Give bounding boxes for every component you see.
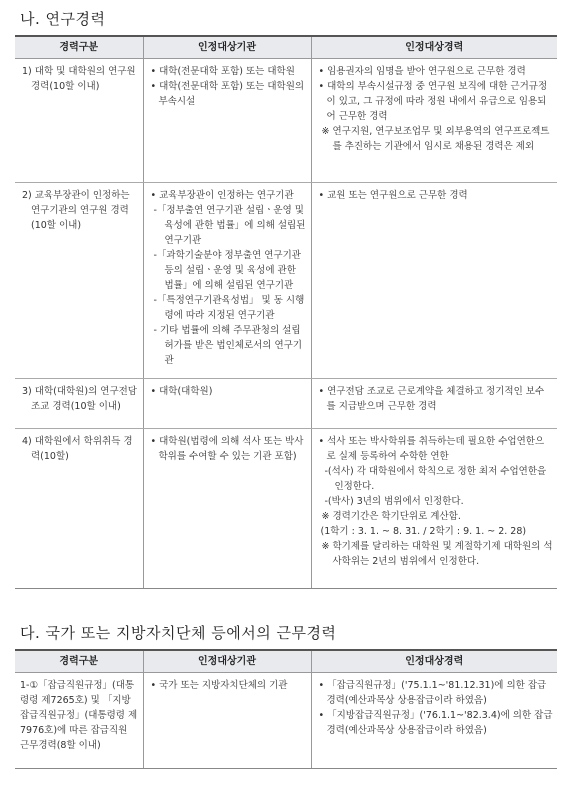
section-title-research: 나. 연구경력 [20, 10, 106, 28]
career-item: • 교원 또는 연구원으로 근무한 경력 [317, 188, 554, 203]
row-category: 3) 대학(대학원)의 연구전담 조교 경력(10할 이내) [22, 386, 137, 412]
header-career: 인정대상경력 [311, 36, 557, 59]
table-header-row [15, 36, 557, 59]
career-note: ※ 연구지원, 연구보조업무 및 외부용역의 연구프로젝트를 추진하는 기관에서 임시로 채용된 경력은 제외 [321, 126, 550, 152]
header-category: 경력구분 [15, 36, 143, 59]
institution-subitem: -「정부출연 연구기관 설립ㆍ운영 및 육성에 관한 법률」에 의해 설립된 연구기관 [153, 205, 306, 246]
institution-item: • 대학(대학원) [149, 384, 307, 399]
career-subitem: -(박사) 3년의 범위에서 인정한다. [324, 496, 464, 507]
table-row [15, 429, 557, 589]
row-category: 2) 교육부장관이 인정하는 연구기관의 연구원 경력(10할 이내) [22, 190, 130, 231]
institution-item: • 국가 또는 지방자치단체의 기관 [149, 678, 307, 693]
career-note: ※ 학기제를 달리하는 대학원 및 계절학기제 대학원의 석사학위는 2년의 범위에서 인정한다. [321, 541, 553, 567]
career-item: • 대학의 부속시설규정 중 연구원 보직에 대한 근거규정이 있고, 그 규정에 따라 정원 내에서 유급으로 임용되어 근무한 경력 [317, 79, 554, 124]
header-category: 경력구분 [15, 650, 143, 673]
row-category: 4) 대학원에서 학위취득 경력(10할) [22, 436, 133, 462]
row-category: 1) 대학 및 대학원의 연구원 경력(10할 이내) [22, 66, 136, 92]
table-header-row [15, 650, 557, 673]
career-note: ※ 경력기간은 학기단위로 계산함. [321, 511, 461, 522]
table-row [15, 183, 557, 379]
table-row [15, 379, 557, 429]
institution-subitem: -「과학기술분야 정부출연 연구기관 등의 설립ㆍ운영 및 육성에 관한 법률」에 의해 설립된 연구기관 [153, 250, 301, 291]
institution-item: • 대학(전문대학 포함) 또는 대학원 [149, 64, 307, 79]
header-career: 인정대상경력 [311, 650, 557, 673]
institution-subitem: -「특정연구기관육성법」 및 동 시행령에 따라 지정된 연구기관 [153, 295, 305, 321]
government-career-table [15, 649, 557, 769]
career-item: • 「잡급직원규정」('75.1.1~'81.12.31)에 의한 잡급경력(예산과목상 상용잡급이라 하였음) [317, 678, 554, 708]
table-row [15, 59, 557, 183]
table-row [15, 673, 557, 769]
institution-item: • 대학(전문대학 포함) 또는 대학원의 부속시설 [149, 79, 307, 109]
row-category: 1-①「잡급직원규정」(대통령령 제7265호) 및 「지방잡급직원규정」(대통령령 제7976호)에 따른 잡급직원 근무경력(8할 이내) [20, 680, 138, 751]
career-item: • 연구전담 조교로 근로계약을 체결하고 정기적인 보수를 지급받으며 근무한 경력 [317, 384, 554, 414]
institution-subitem: - 기타 법률에 의해 주무관청의 설립허가를 받은 법인체로서의 연구기관 [153, 325, 303, 366]
section-title-government: 다. 국가 또는 지방자치단체 등에서의 근무경력 [20, 624, 337, 642]
career-period: (1학기 : 3. 1. ~ 8. 31. / 2학기 : 9. 1. ~ 2. 28) [320, 526, 527, 537]
career-item: • 석사 또는 박사학위를 취득하는데 필요한 수업연한으로 실제 등록하여 수학한 연한 [317, 434, 554, 464]
header-institution: 인정대상기관 [143, 36, 311, 59]
institution-item: • 대학원(법령에 의해 석사 또는 박사학위를 수여할 수 있는 기관 포함) [149, 434, 307, 464]
career-subitem: -(석사) 각 대학원에서 학칙으로 정한 최저 수업연한을 인정한다. [324, 466, 547, 492]
career-item: • 「지방잡급직원규정」('76.1.1~'82.3.4)에 의한 잡급경력(예산과목상 상용잡급이라 하였음) [317, 708, 554, 738]
research-career-table [15, 35, 557, 589]
career-item: • 임용권자의 임명을 받아 연구원으로 근무한 경력 [317, 64, 554, 79]
institution-item: • 교육부장관이 인정하는 연구기관 [149, 188, 307, 203]
header-institution: 인정대상기관 [143, 650, 311, 673]
